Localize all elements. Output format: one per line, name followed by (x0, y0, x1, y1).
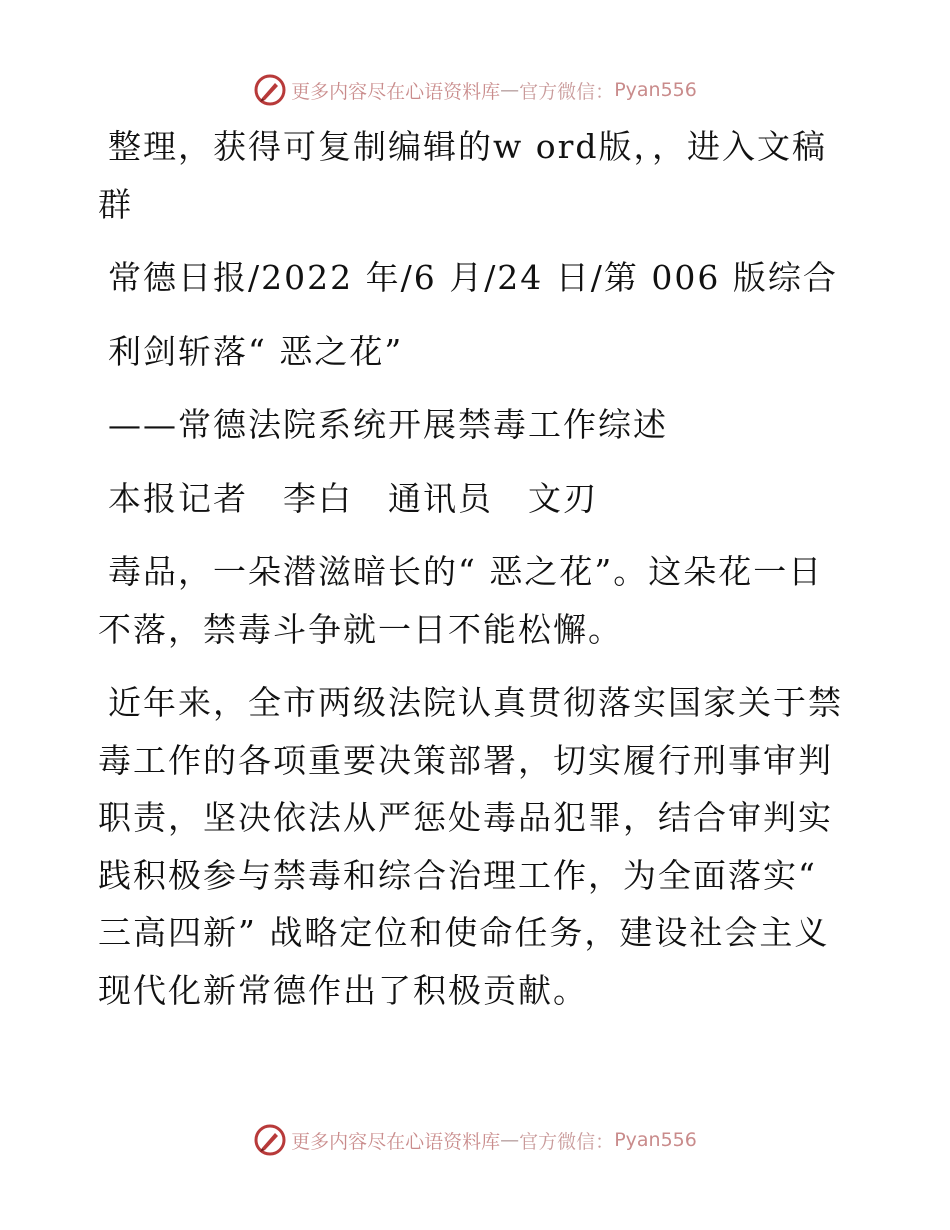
article-title: 利剑斩落“ 恶之花” (108, 331, 404, 371)
watermark-library-text: 更多内容尽在心语资料库 (291, 80, 501, 103)
body-paragraph: 毒品，一朵潜滋暗长的“ 恶之花”。这朵花一日不落，禁毒斗争就一日不能松懈。 (98, 552, 824, 649)
watermark-wechat-label: 官方微信： (519, 1130, 615, 1153)
watermark-wechat-id: Pyan556 (614, 79, 697, 101)
watermark-dash: — (500, 1129, 520, 1151)
article-subtitle: ——常德法院系统开展禁毒工作综述 (108, 405, 668, 444)
header-watermark (0, 70, 950, 110)
document-body (98, 118, 858, 1019)
watermark-wechat-id: Pyan556 (614, 1129, 697, 1151)
intro-note: 整理，获得可复制编辑的w ord版，，进入文稿群 (98, 127, 828, 224)
watermark-dash: — (500, 79, 520, 101)
pen-logo-icon (253, 1123, 287, 1157)
pen-logo-icon (253, 73, 287, 107)
byline: 本报记者 李白 通讯员 文刃 (108, 478, 598, 518)
source-line: 常德日报/2022 年/6 月/24 日/第 006 版综合 (108, 258, 838, 297)
body-paragraph: 近年来，全市两级法院认真贯彻落实国家关于禁毒工作的各项重要决策部署，切实履行刑事审判职责，坚决依法从严惩处毒品犯罪，结合审判实践积极参与禁毒和综合治理工作，为全面落实“ 三高四新” 战略定位和使命任务，建设社会主义现代化新常德作出了积极贡献。 (98, 683, 843, 1010)
watermark-wechat-label: 官方微信： (519, 80, 615, 103)
watermark-library-text: 更多内容尽在心语资料库 (291, 1130, 501, 1153)
footer-watermark (0, 1120, 950, 1160)
